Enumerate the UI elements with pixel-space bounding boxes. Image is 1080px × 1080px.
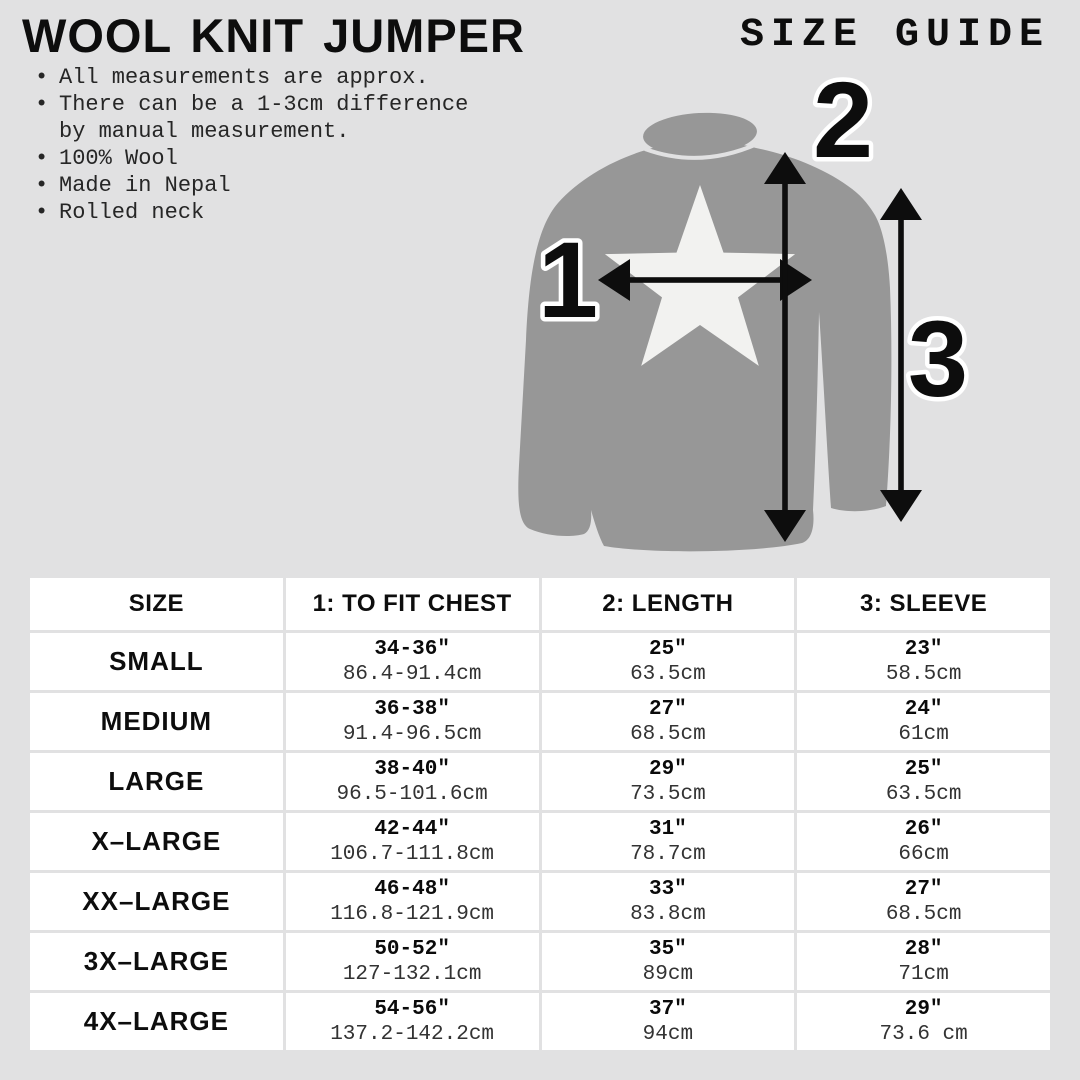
length-value-cell bbox=[542, 993, 795, 1050]
chest-cm-value: 116.8-121.9cm bbox=[330, 902, 495, 926]
note-text: Rolled neck bbox=[59, 200, 205, 225]
length-value-cell bbox=[542, 753, 795, 810]
note-text: Made in Nepal bbox=[59, 173, 231, 198]
length-cm-value: 89cm bbox=[642, 962, 694, 986]
jumper-measurement-diagram bbox=[500, 60, 1070, 580]
sleeve-inches-value: 26″ bbox=[904, 817, 943, 841]
page-title: WOOL KNIT JUMPER bbox=[22, 9, 525, 62]
sleeve-inches-value: 24″ bbox=[904, 697, 943, 721]
chest-value-cell bbox=[286, 813, 539, 870]
length-value-cell bbox=[542, 873, 795, 930]
chest-inches-value: 36-38″ bbox=[374, 697, 450, 721]
chest-inches-value: 38-40″ bbox=[374, 757, 450, 781]
chest-value-cell bbox=[286, 933, 539, 990]
sleeve-inches-value: 28″ bbox=[904, 937, 943, 961]
note-item bbox=[35, 199, 503, 226]
sleeve-cm-value: 71cm bbox=[898, 962, 949, 986]
note-item bbox=[35, 172, 503, 199]
bullet-icon: • bbox=[35, 92, 49, 117]
sleeve-value-cell bbox=[797, 753, 1050, 810]
length-inches-value: 33″ bbox=[648, 877, 687, 901]
length-value-cell bbox=[542, 933, 795, 990]
note-text: There can be a 1-3cm difference by manual measurement. bbox=[59, 92, 469, 144]
sleeve-cm-value: 73.6 cm bbox=[879, 1022, 968, 1046]
sleeve-inches-value: 25″ bbox=[904, 757, 943, 781]
chest-value-cell bbox=[286, 693, 539, 750]
chest-inches-value: 46-48″ bbox=[374, 877, 450, 901]
sleeve-inches-value: 29″ bbox=[904, 997, 943, 1021]
chest-inches-value: 34-36″ bbox=[374, 637, 450, 661]
size-label: XX–LARGE bbox=[30, 873, 283, 930]
size-label: LARGE bbox=[30, 753, 283, 810]
length-value-cell bbox=[542, 813, 795, 870]
column-header-size: SIZE bbox=[30, 578, 283, 630]
size-label: MEDIUM bbox=[30, 693, 283, 750]
sleeve-value-cell bbox=[797, 693, 1050, 750]
chest-cm-value: 96.5-101.6cm bbox=[336, 782, 488, 806]
sleeve-inches-value: 23″ bbox=[904, 637, 943, 661]
sleeve-cm-value: 66cm bbox=[898, 842, 949, 866]
length-number-label: 2 bbox=[812, 60, 874, 180]
note-item bbox=[35, 91, 503, 145]
sleeve-cm-value: 68.5cm bbox=[885, 902, 962, 926]
length-cm-value: 68.5cm bbox=[630, 722, 706, 746]
note-text: 100% Wool bbox=[59, 146, 178, 171]
chest-cm-value: 86.4-91.4cm bbox=[342, 662, 482, 686]
sleeve-value-cell bbox=[797, 813, 1050, 870]
length-cm-value: 63.5cm bbox=[630, 662, 706, 686]
size-guide-heading: SIZE GUIDE bbox=[739, 13, 1050, 58]
length-inches-value: 31″ bbox=[648, 817, 687, 841]
chest-inches-value: 54-56″ bbox=[374, 997, 450, 1021]
length-cm-value: 78.7cm bbox=[630, 842, 706, 866]
sleeve-value-cell bbox=[797, 633, 1050, 690]
product-notes-list bbox=[35, 64, 503, 226]
chest-cm-value: 91.4-96.5cm bbox=[342, 722, 482, 746]
length-inches-value: 35″ bbox=[648, 937, 687, 961]
note-item bbox=[35, 64, 503, 91]
length-inches-value: 29″ bbox=[648, 757, 687, 781]
chest-value-cell bbox=[286, 753, 539, 810]
column-header-chest: 1: TO FIT CHEST bbox=[286, 578, 539, 630]
length-value-cell bbox=[542, 633, 795, 690]
length-value-cell bbox=[542, 693, 795, 750]
sleeve-value-cell bbox=[797, 993, 1050, 1050]
bullet-icon: • bbox=[35, 65, 49, 90]
bullet-icon: • bbox=[35, 200, 49, 225]
chest-inches-value: 42-44″ bbox=[374, 817, 450, 841]
sleeve-cm-value: 63.5cm bbox=[885, 782, 962, 806]
size-label: 4X–LARGE bbox=[30, 993, 283, 1050]
length-cm-value: 83.8cm bbox=[630, 902, 706, 926]
chest-value-cell bbox=[286, 633, 539, 690]
chest-cm-value: 106.7-111.8cm bbox=[330, 842, 495, 866]
length-cm-value: 73.5cm bbox=[630, 782, 706, 806]
size-label: 3X–LARGE bbox=[30, 933, 283, 990]
sleeve-number-label: 3 bbox=[907, 298, 969, 419]
sleeve-value-cell bbox=[797, 873, 1050, 930]
sleeve-inches-value: 27″ bbox=[904, 877, 943, 901]
chest-inches-value: 50-52″ bbox=[374, 937, 450, 961]
sleeve-cm-value: 61cm bbox=[898, 722, 949, 746]
length-inches-value: 37″ bbox=[648, 997, 687, 1021]
chest-number-label: 1 bbox=[537, 219, 599, 340]
column-header-sleeve: 3: SLEEVE bbox=[797, 578, 1050, 630]
note-item bbox=[35, 145, 503, 172]
length-cm-value: 94cm bbox=[642, 1022, 694, 1046]
length-inches-value: 27″ bbox=[648, 697, 687, 721]
size-label: SMALL bbox=[30, 633, 283, 690]
column-header-length: 2: LENGTH bbox=[542, 578, 795, 630]
sleeve-value-cell bbox=[797, 933, 1050, 990]
note-text: All measurements are approx. bbox=[59, 65, 429, 90]
sleeve-cm-value: 58.5cm bbox=[885, 662, 962, 686]
chest-cm-value: 127-132.1cm bbox=[342, 962, 482, 986]
bullet-icon: • bbox=[35, 146, 49, 171]
bullet-icon: • bbox=[35, 173, 49, 198]
size-label: X–LARGE bbox=[30, 813, 283, 870]
chest-cm-value: 137.2-142.2cm bbox=[330, 1022, 495, 1046]
size-table bbox=[30, 578, 1050, 1050]
length-inches-value: 25″ bbox=[648, 637, 687, 661]
chest-value-cell bbox=[286, 993, 539, 1050]
chest-value-cell bbox=[286, 873, 539, 930]
